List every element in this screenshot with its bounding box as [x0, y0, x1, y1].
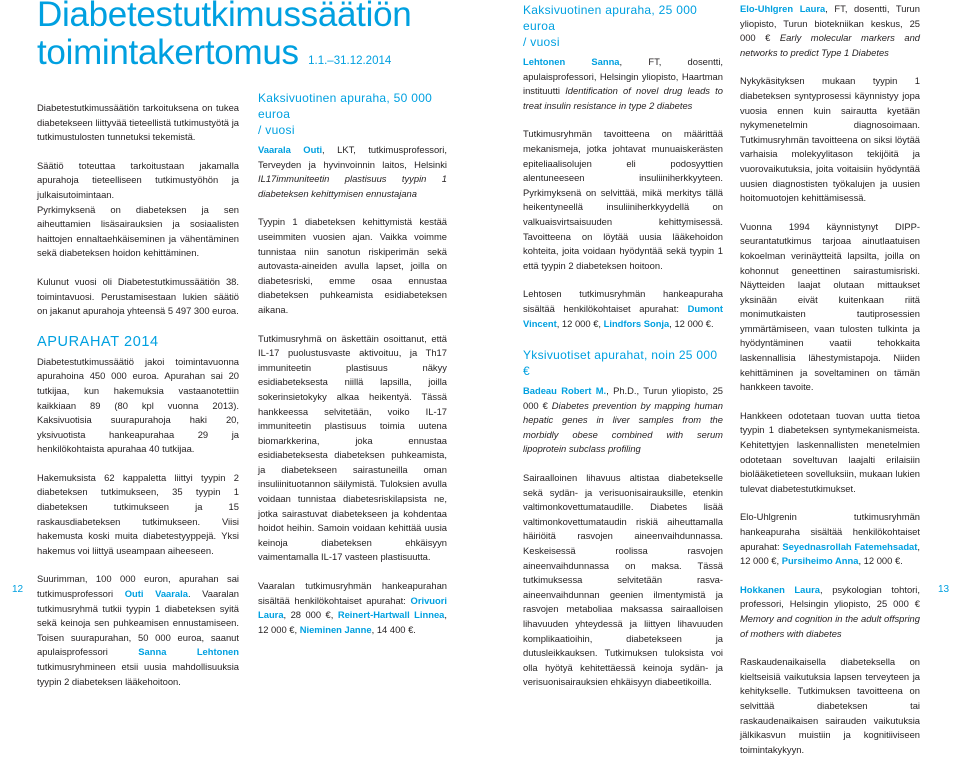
grant-paragraph: Nykykäsityksen mukaan tyypin 1 diabeteksen syntyprosessi käynnistyy jopa vuosia ennen kuin sairautta kyetään nykymenetelmin diagnosoimaan. Tutkimusryhmän tavoitteena on siksi löytää varhaisia molekyylitason tekijöitä ja vuorovaikutuksia, joita voitaisiin hyödyntää uusien diagnostisten työkalujen ja uusien hoitomuotojen kehittämisessä.	[740, 75, 920, 204]
column-3	[523, 0, 723, 690]
section-heading-grant-50000: Kaksivuotinen apuraha, 50 000 euroa / vuosi	[258, 91, 433, 137]
person-name: Nieminen Janne	[299, 623, 372, 635]
grant-paragraph: Lehtosen tutkimusryhmän hankeapuraha sisältää henkilökohtaiset apurahat: Dumont Vincent, 12 000 €, Lindfors Sonja, 12 000 €.	[523, 288, 723, 329]
grant-paragraph: Vaaralan tutkimusryhmän hankeapurahan sisältää henkilökohtaiset apurahat: Orivuori Laura, 28 000 €, Reinert-Hartwall Linnea, 12 000 €, Nieminen Janne, 14 400 €.	[258, 580, 447, 635]
person-name: Seyednasrollah Fatemehsadat	[782, 540, 918, 552]
title-line-2: toimintakertomus 1.1.–31.12.2014	[37, 33, 392, 72]
person-name: Pursiheimo Anna	[781, 555, 859, 567]
person-name: Elo-Uhlgren Laura	[740, 3, 826, 14]
grant-paragraph: Tutkimusryhmän tavoitteena on määrittää mekanismeja, jotka johtavat munuaiskerästen epiteliaalisolujen eli podosyyttien alentuneeseen insuliiniherkkyyteen. Pyrkimyksenä on selvittää, mikä merkitys tällä heikentyneellä insuliiniherkkyydellä on valkuaisvirtsaisuuden kehittymisessä. Tavoitteena on löytää uusia lääkehoidon kohteita, joita voidaan hyödyntää sekä tyypin 1 että tyypin 2 diabeteksen hoitoon.	[523, 128, 723, 271]
section-heading-grant-25000: Kaksivuotinen apuraha, 25 000 euroa / vuosi	[523, 3, 698, 49]
grant-paragraph: Hankkeen odotetaan tuovan uutta tietoa tyypin 1 diabeteksen syntymekanismeista. Kehitettyjen laskennallisten menetelmien odotetaan soveltuvan laajalti erilaisiin biolääketieteen sovelluksiin, mukaan lukien tulevat diabetestutkimukset.	[740, 409, 920, 494]
title-date: 1.1.–31.12.2014	[308, 55, 392, 67]
section-heading-apurahat: APURAHAT 2014	[37, 333, 159, 350]
column-4	[740, 0, 920, 757]
grant-recipient: Elo-Uhlgren Laura, FT, dosentti, Turun yliopisto, Turun biotekniikan keskus, 25 000 € Early molecular markers and networks to predict Type 1 Diabetes	[740, 3, 920, 58]
apurahat-paragraph: Suurimman, 100 000 euron, apurahan sai tutkimusprofessori Outi Vaarala. Vaaralan tutkimusryhmä tutkii tyypin 1 diabeteksen syitä sekä keinoja sen puhkeamisen ennustamiseen. Toisen suurapurahan, 50 000 euroa, saanut apulaisprofessori Sanna Lehtonen tutkimusryhmineen etsii uusia mahdollisuuksia tyypin 2 diabeteksen lääkehoitoon.	[37, 573, 240, 687]
page-title	[37, 0, 412, 80]
grant-paragraph: Sairaalloinen lihavuus altistaa diabetekselle sekä sydän- ja verisuonisairauksille, etenkin valtimonkovettumataudille. Diabetes lisää valtimonkovettumataudin riskiä aiheuttamalla häiriöitä rasvojen aineenvaihdunnassa. Keskeisessä roolissa rasvojen aineenvaihdunnassa on maksa. Tässä tutkimuksessa selvitetään rasva-aineenvaihdunnan geenien ilmentymistä ja rasvojen metaboliaa maksassa sairaalloisen lihavuuden yhteydessä ja liittyen lihavuuden komplikaatioihin, diabetekseen ja dutusleikkauksen. Tutkimuksen tuloksista voi olla hyötyä kehitettäessä keinoja sydän- ja verisuonisairauksien ehkäisyyn diabeetikoilla.	[523, 472, 723, 688]
person-name: Lehtonen Sanna	[523, 56, 620, 67]
project-title: Early molecular markers and networks to predict Type 1 Diabetes	[740, 32, 920, 58]
intro-paragraph: Diabetestutkimussäätiön tarkoituksena on tukea diabetekseen liittyvää tieteellistä tutkimustyötä ja tutkimustulosten tunnetuksi tekemistä.	[37, 102, 239, 143]
grant-paragraph: Tyypin 1 diabeteksen kehittymistä kestää useimmiten vuosien ajan. Vaikka voimme tunnistaa niin sanotun riskiperimän sekä autovasta-aineiden avulla lapset, joilla on diabetesriski, emme osaa ennustaa diabeteksen puhkeamista esidiabeteksen aikana.	[258, 216, 447, 315]
person-name: Sanna Lehtonen	[138, 646, 239, 658]
grant-paragraph: Raskaudenaikaisella diabeteksella on kieltseisiä vaikutuksia lapsen terveyteen ja kehitykselle. Tutkimuksen tavoitteena on selvittää diabeteksen tai raskaudenaikaisen sairauden vaikutuksia jälkikasvun muistiin ja kognitiiviseen toimintakykyyn.	[740, 656, 920, 755]
grant-paragraph: Vuonna 1994 käynnistynyt DIPP-seurantatutkimus tarjoaa ainutlaatuisen kokoelman verinäytteitä lapsilta, joilla on kohonnut geneettinen sairastumisriski. Näytteiden laajat olutaan mittaukset yksinään eivät kuitenkaan riitä monimutkaisten tautiprosessien ymmärtämiseen, vaan tulosten tulkinta ja hyödyntäminen vaatii tehokkaita laskennallisia lähestymistapoja. Niiden kehittäminen ja soveltaminen on tämän hankkeen tavoite.	[740, 220, 920, 393]
section-heading-one-year-grants: Yksivuotiset apurahat, noin 25 000 €	[523, 348, 718, 379]
intro-paragraph: Kulunut vuosi oli Diabetestutkimussäätiön 38. toimintavuosi. Perustamisestaan lukien säätiö on jakanut apurahoja yhteensä 5 497 300 euroa.	[37, 275, 239, 317]
person-name: Orivuori Laura	[258, 594, 447, 621]
apurahat-paragraph: Hakemuksista 62 kappaletta liittyi tyypin 2 diabeteksen tutkimukseen, 35 tyypin 1 diabeteksen tutkimukseen ja 15 raskausdiabeteksen tutkimukseen. Viisi hakemusta koski muita diabetestyyppejä. Yksi hakemus voi liittyä useampaan aiheeseen.	[37, 471, 239, 556]
intro-paragraph: Pyrkimyksenä on diabeteksen ja sen aiheuttamien lisäsairauksien ja sosiaalisten haittojen ennaltaehkäiseminen ja vähentäminen sekä diabeteksen hoidon kehittäminen.	[37, 203, 239, 259]
person-name: Dumont Vincent	[523, 302, 723, 329]
intro-paragraph: Säätiö toteuttaa tarkoitustaan jakamalla apurahoja tieteelliseen tutkimustyöhön ja julkaisutoimintaan.	[37, 159, 239, 200]
column-2	[258, 0, 447, 637]
page-number-right: 13	[938, 584, 950, 595]
project-title: Memory and cognition in the adult offspring of mothers with diabetes	[740, 612, 920, 639]
grant-recipient: Hokkanen Laura, psykologian tohtori, professori, Helsingin yliopisto, 25 000 € Memory and cognition in the adult offspring of mothers with diabetes	[740, 583, 920, 639]
grant-recipient: Badeau Robert M., Ph.D., Turun yliopisto, 25 000 € Diabetes prevention by mapping human hepatic genes in liver samples from the morbidly obese combined with serum lipoprotein subclass profiling	[523, 385, 723, 455]
grant-paragraph: Tutkimusryhmä on äskettäin osoittanut, että IL-17 puolustusvaste aktivoituu, ja Th17 immuniteetin plastisuus näkyy esidiabeteksesta niillä lapsilla, joilla sokerinsietokyky alkaa heikentyä. Tässä hankkeessa selvitetään, voiko IL-17 immuniteetin plastisuus toimia uutena biomarkkerina, joka ennustaa esidiabeteksesta diabeteksen puhkeamista, ja diabetekseen sairastuneilla oman insuliinituotannon säilymistä. Tuloksien avulla voidaan tunnistaa diabetesriskilapsista ne, jotka sairastuvat diabetekseen ja kohdentaa hoidot heihin. Samoin voidaan kehittää uusia keinoja diabeteksen ehkäisyyn vaimentamalla IL-17 vasteen plastisuutta.	[258, 332, 447, 563]
apurahat-paragraph: Diabetestutkimussäätiö jakoi toimintavuonna apurahoina 450 000 euroa. Apurahan sai 20 tutkijaa, kun hakemuksia vastaanotettiin kaikkiaan 89 (80 kpl vuonna 2013). Kaksivuotisia suurapurahoja haki 20, yksivuotista hankeapurahaa 29 ja henkilökohtaista apurahaa 40 tutkijaa.	[37, 355, 239, 455]
project-title: IL17immuniteetin plastisuus tyypin 1 diabeteksen kehittymisen ennustajana	[258, 173, 447, 199]
project-title: Identification of novel drug leads to treat insulin resistance in type 2 diabetes	[523, 85, 723, 111]
page-number-left: 12	[12, 584, 24, 595]
person-name: Badeau Robert M.	[523, 385, 607, 397]
person-name: Lindfors Sonja	[603, 317, 670, 329]
person-name: Outi Vaarala	[124, 588, 188, 600]
grant-recipient: Lehtonen Sanna, FT, dosentti, apulaisprofessori, Helsingin yliopisto, Haartman instituutti Identification of novel drug leads to treat insulin resistance in type 2 diabetes	[523, 56, 724, 111]
project-title: Diabetes prevention by mapping human hepatic genes in liver samples from the morbidly obese combined with serum lipoprotein subclass profiling	[523, 399, 723, 455]
grant-paragraph: Elo-Uhlgrenin tutkimusryhmän hankeapuraha sisältää henkilökohtaiset apurahat: Seyednasrollah Fatemehsadat, 12 000 €, Pursiheimo Anna, 12 000 €.	[740, 511, 920, 567]
title-line-1: Diabetestutkimussäätiön	[37, 0, 412, 34]
grant-recipient: Vaarala Outi, LKT, tutkimusprofessori, Terveyden ja hyvinvoinnin laitos, Helsinki IL17immuniteetin plastisuus tyypin 1 diabeteksen kehittymisen ennustajana	[258, 144, 447, 199]
person-name: Vaarala Outi	[258, 144, 323, 155]
person-name: Hokkanen Laura	[740, 583, 820, 595]
person-name: Reinert-Hartwall Linnea	[337, 609, 445, 621]
